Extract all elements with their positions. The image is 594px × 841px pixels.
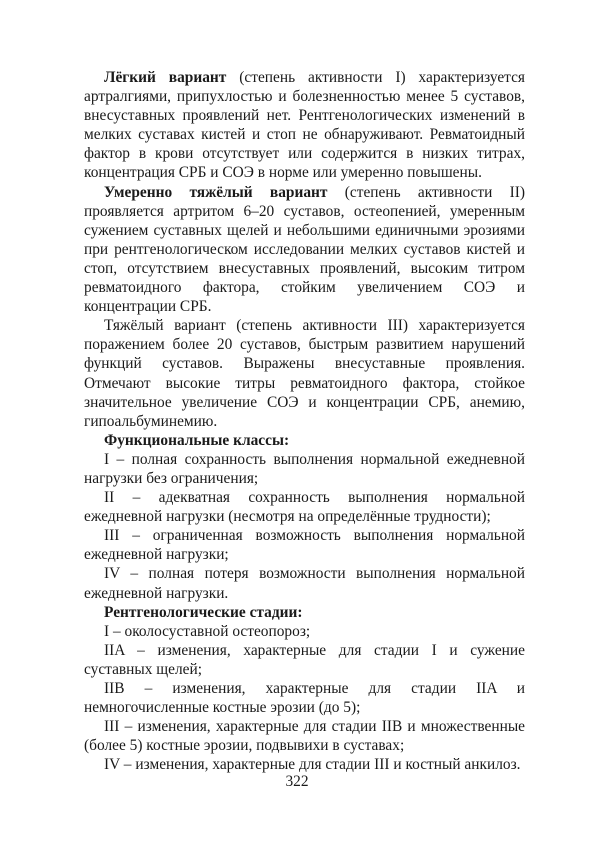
paragraph-mild-text: (степень активности I) характеризуется артралгиями, припухлостью и болезненностью менее 5 суставов, внесуставных проявлений нет. Рентгенологических изменений в мелких суставах кистей и стоп не обнаруживают. Ревматоидный фактор в крови отсутствует или содержится в низких титрах, концентрация СРБ и СОЭ в норме или умеренно повышены.: [84, 69, 526, 182]
heading-functional-classes: Функциональные классы:: [104, 431, 290, 449]
term-mild-variant: Лёгкий вариант: [104, 69, 227, 86]
list-item-functional-class-4: IV – полная потеря возможности выполнения нормальной ежедневной нагрузки.: [84, 565, 525, 602]
heading-xray-stages: Рентгенологические стадии:: [104, 603, 303, 621]
paragraph-moderate-variant: [84, 183, 525, 317]
list-item-xray-stage-3: III – изменения, характерные для стадии IIB и множественные (более 5) костные эрозии, подвывихи в суставах;: [84, 718, 525, 755]
paragraph-mild-variant: [84, 68, 525, 183]
list-item-functional-class-3: III – ограниченная возможность выполнения нормальной ежедневной нагрузки;: [84, 527, 525, 564]
list-item-functional-class-2: II – адекватная сохранность выполнения нормальной ежедневной нагрузки (несмотря на определённые трудности);: [84, 489, 525, 526]
list-item-xray-stage-1: I – околосуставной остеопороз;: [104, 622, 311, 640]
list-item-xray-stage-2b: IIB – изменения, характерные для стадии IIA и немногочисленные костные эрозии (до 5);: [84, 680, 525, 717]
document-page: [84, 68, 525, 774]
page-number: 322: [285, 773, 309, 790]
list-item-xray-stage-2a: IIA – изменения, характерные для стадии I и сужение суставных щелей;: [84, 641, 525, 678]
paragraph-severe-variant: Тяжёлый вариант (степень активности III) характеризуется поражением более 20 суставов, быстрым развитием нарушений функций суставов. Выражены внесуставные проявления. Отмечают высокие титры ревматоидного фактора, стойкое значительное увеличение СОЭ и концентрации СРБ, анемию, гипоальбуминемию.: [84, 317, 525, 430]
term-moderate-variant: Умеренно тяжёлый вариант: [104, 183, 328, 201]
paragraph-moderate-text: (степень активности II) проявляется артритом 6–20 суставов, остеопенией, умеренным сужением суставных щелей и небольшими единичными эрозиями при рентгенологическом исследовании мелких суставов кистей и стоп, отсутствием внесуставных проявлений, высоким титром ревматоидного фактора, стойким увеличением СОЭ и концентрации СРБ.: [84, 183, 525, 316]
list-item-xray-stage-4: IV – изменения, характерные для стадии III и костный анкилоз.: [104, 756, 521, 774]
list-item-functional-class-1: I – полная сохранность выполнения нормальной ежедневной нагрузки без ограничения;: [84, 450, 525, 487]
